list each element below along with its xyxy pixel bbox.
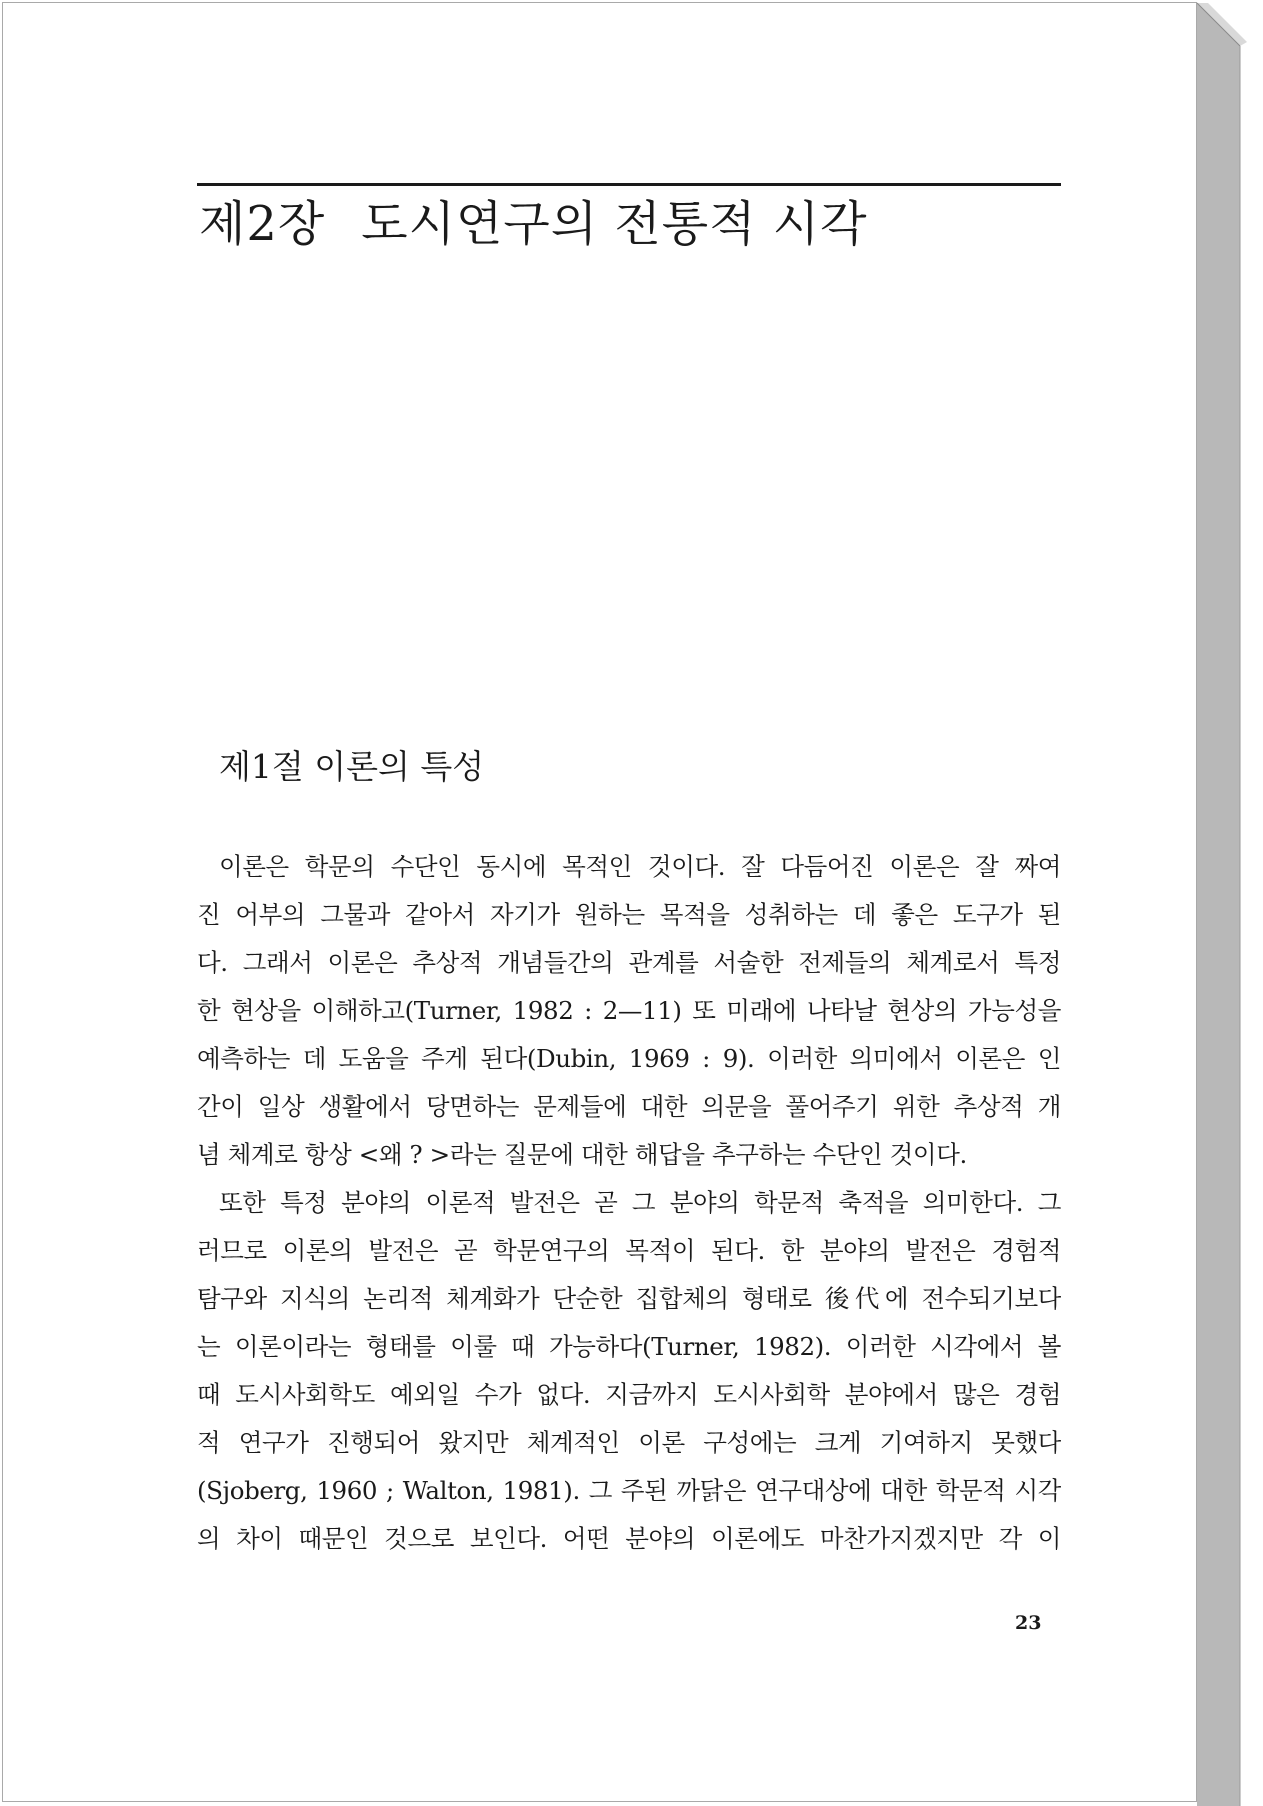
text-line: 념 체계로 항상 <왜 ? >라는 질문에 대한 해답을 추구하는 수단인 것이다. xyxy=(197,1140,967,1169)
body-text xyxy=(197,843,1061,1563)
page-number: 23 xyxy=(1015,1612,1042,1634)
paragraph xyxy=(197,843,1061,1179)
text-line: 는 이론이라는 형태를 이룰 때 가능하다(Turner, 1982). 이러한 시각에서 볼 xyxy=(197,1332,1061,1361)
chapter-rule xyxy=(197,183,1061,186)
text-line: 때 도시사회학도 예외일 수가 없다. 지금까지 도시사회학 분야에서 많은 경험 xyxy=(197,1380,1061,1409)
text-line: 다. 그래서 이론은 추상적 개념들간의 관계를 서술한 전제들의 체계로서 특정 xyxy=(197,948,1061,977)
chapter-number: 제2장 xyxy=(199,196,326,252)
text-line: 의 차이 때문인 것으로 보인다. 어떤 분야의 이론에도 마찬가지겠지만 각 이 xyxy=(197,1524,1061,1553)
text-line: 적 연구가 진행되어 왔지만 체계적인 이론 구성에는 크게 기여하지 못했다 xyxy=(197,1428,1061,1457)
text-line: 이론은 학문의 수단인 동시에 목적인 것이다. 잘 다듬어진 이론은 잘 짜여 xyxy=(219,852,1061,881)
text-line: 예측하는 데 도움을 주게 된다(Dubin, 1969 : 9). 이러한 의미에서 이론은 인 xyxy=(197,1044,1061,1073)
text-line: 진 어부의 그물과 같아서 자기가 원하는 목적을 성취하는 데 좋은 도구가 된 xyxy=(197,900,1061,929)
text-line: (Sjoberg, 1960 ; Walton, 1981). 그 주된 까닭은 연구대상에 대한 학문적 시각 xyxy=(197,1476,1061,1505)
chapter-title xyxy=(199,196,867,252)
text-line: 또한 특정 분야의 이론적 발전은 곧 그 분야의 학문적 축적을 의미한다. 그 xyxy=(219,1188,1061,1217)
text-line: 한 현상을 이해하고(Turner, 1982 : 2—11) 또 미래에 나타날 현상의 가능성을 xyxy=(197,996,1061,1025)
paragraph xyxy=(197,1179,1061,1563)
text-line: 간이 일상 생활에서 당면하는 문제들에 대한 의문을 풀어주기 위한 추상적 개 xyxy=(197,1092,1061,1121)
text-line: 러므로 이론의 발전은 곧 학문연구의 목적이 된다. 한 분야의 발전은 경험적 xyxy=(197,1236,1061,1265)
section-title: 제1절 이론의 특성 xyxy=(219,747,485,786)
text-line: 탐구와 지식의 논리적 체계화가 단순한 집합체의 형태로 後代에 전수되기보다 xyxy=(197,1284,1061,1313)
chapter-title-text: 도시연구의 전통적 시각 xyxy=(361,196,868,252)
